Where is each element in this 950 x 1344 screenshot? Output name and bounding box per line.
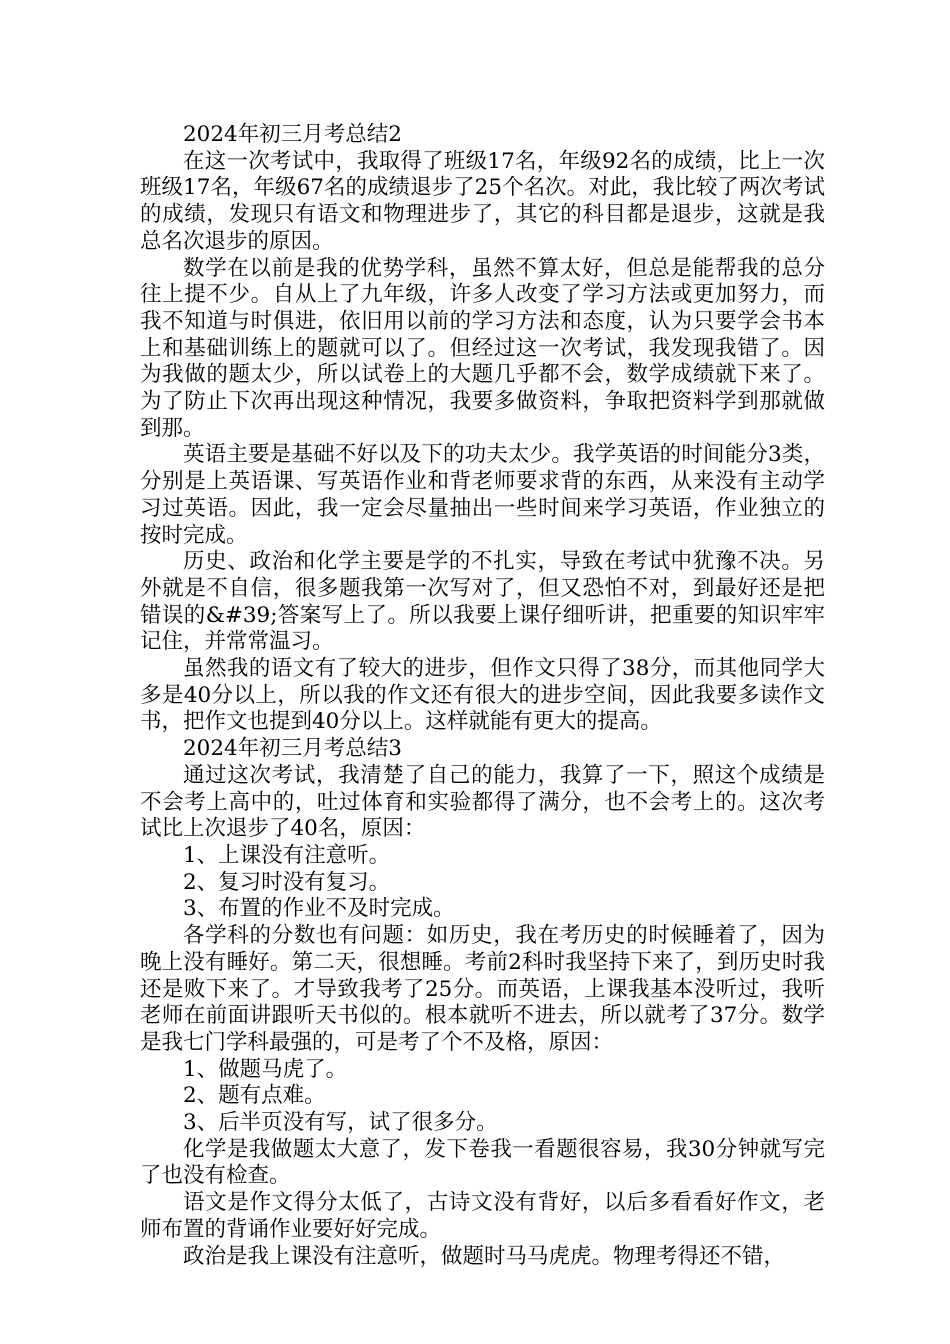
paragraph: 3、后半页没有写，试了很多分。	[183, 1110, 498, 1136]
paragraph: 化学是我做题太大意了，发下卷我一看题很容易，我30分钟就写完了也没有检查。	[140, 1136, 825, 1189]
section-heading: 2024年初三月考总结3	[183, 736, 402, 762]
paragraph: 2、题有点难。	[183, 1083, 326, 1109]
document-body	[140, 122, 825, 1270]
paragraph: 语文是作文得分太低了，古诗文没有背好，以后多看看好作文，老师布置的背诵作业要好好完成。	[140, 1190, 825, 1242]
paragraph: 英语主要是基础不好以及下的功夫太少。我学英语的时间能分3类，分别是上英语课、写英语作业和背老师要求背的东西，从来没有主动学习过英语。因此，我一定会尽量抽出一些时间来学习英语，作业独立的按时完成。	[140, 442, 825, 548]
paragraph: 3、布置的作业不及时完成。	[183, 896, 455, 922]
paragraph: 政治是我上课没有注意听，做题时马马虎虎。物理考得还不错，	[183, 1243, 786, 1269]
paragraph: 历史、政治和化学主要是学的不扎实，导致在考试中犹豫不决。另外就是不自信，很多题我第一次写对了，但又恐怕不对，到最好还是把错误的&#39;答案写上了。所以我要上课仔细听讲，把重要的知识牢牢记住，并常常温习。	[140, 549, 825, 655]
paragraph: 通过这次考试，我清楚了自己的能力，我算了一下，照这个成绩是不会考上高中的，吐过体育和实验都得了满分，也不会考上的。这次考试比上次退步了40名，原因：	[140, 762, 825, 842]
paragraph: 虽然我的语文有了较大的进步，但作文只得了38分，而其他同学大多是40分以上，所以我的作文还有很大的进步空间，因此我要多读作文书，把作文也提到40分以上。这样就能有更大的提高。	[140, 656, 825, 735]
paragraph: 1、上课没有注意听。	[183, 842, 391, 868]
section-heading: 2024年初三月考总结2	[183, 122, 402, 147]
paragraph: 在这一次考试中，我取得了班级17名，年级92名的成绩，比上一次班级17名，年级67名的成绩退步了25个名次。对此，我比较了两次考试的成绩，发现只有语文和物理进步了，其它的科目都是退步，这就是我总名次退步的原因。	[140, 148, 825, 254]
paragraph: 1、做题马虎了。	[183, 1056, 348, 1082]
paragraph: 各学科的分数也有问题：如历史，我在考历史的时候睡着了，因为晚上没有睡好。第二天，很想睡。考前2科时我坚持下来了，到历史时我还是败下来了。才导致我考了25分。而英语，上课我基本没听过，我听老师在前面讲跟听天书似的。根本就听不进去，所以就考了37分。数学是我七门学科最强的，可是考了个不及格，原因：	[140, 923, 825, 1055]
paragraph: 2、复习时没有复习。	[183, 869, 391, 895]
paragraph: 数学在以前是我的优势学科，虽然不算太好，但总是能帮我的总分往上提不少。自从上了九年级，许多人改变了学习方法或更加努力，而我不知道与时俱进，依旧用以前的学习方法和态度，认为只要学会书本上和基础训练上的题就可以了。但经过这一次考试，我发现我错了。因为我做的题太少，所以试卷上的大题几乎都不会，数学成绩就下来了。为了防止下次再出现这种情况，我要多做资料，争取把资料学到那就做到那。	[140, 255, 825, 441]
